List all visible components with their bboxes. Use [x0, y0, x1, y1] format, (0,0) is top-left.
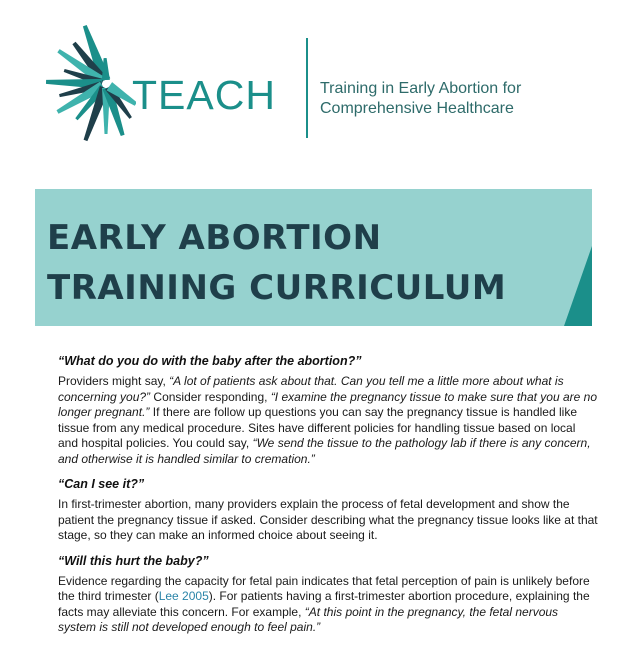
citation-link[interactable]: Lee 2005: [158, 589, 209, 603]
body-text: In first-trimester abortion, many providers explain the process of fetal development and show the patient the pregnancy tissue if asked. Consider describing what the pregnancy tissue looks like at that stage, so they can make an informed choice about seeing it.: [58, 497, 598, 542]
section-3: [58, 554, 598, 636]
tagline-line-1: Training in Early Abortion for: [320, 80, 522, 97]
title-line-1: EARLY ABORTION: [47, 218, 382, 258]
brand-tagline: [320, 79, 521, 119]
quote-text: “I examine the pregnancy tissue to make sure that you are no longer pregnant.”: [58, 389, 597, 419]
body-text: Providers might say,: [58, 374, 170, 388]
body-text: Consider responding,: [150, 389, 271, 404]
header-divider: [306, 38, 308, 138]
body-text: Evidence regarding the capacity for fetal pain indicates that fetal perception of pain is unlikely before the third trimester (: [58, 573, 590, 603]
tagline-line-2: Comprehensive Healthcare: [320, 100, 514, 117]
body-text: If there are follow up questions you can say the pregnancy tissue is handled like tissue from any medical procedure. Sites have different policies for handling tissue based on local and hospital policies. You could say,: [58, 405, 577, 450]
section-question: “Can I see it?”: [58, 477, 145, 491]
title-banner: [35, 189, 592, 326]
quote-text: “We send the tissue to the pathology lab if there is any concern, and otherwise it is handled similar to cremation.”: [58, 436, 591, 466]
quote-text: “At this point in the pregnancy, the fetal nervous system is still not developed enough to feel pain.”: [58, 604, 559, 634]
page-title: [47, 213, 506, 313]
section-body: [58, 574, 598, 636]
body-text: ). For patients having a first-trimester abortion procedure, explaining the facts may alleviate this concern. For example,: [58, 589, 590, 619]
section-question: “What do you do with the baby after the abortion?”: [58, 354, 362, 368]
header: [0, 0, 640, 170]
brand-name: TEACH: [132, 72, 276, 118]
quote-text: “A lot of patients ask about that. Can you tell me a little more about what is concerning you?”: [58, 374, 564, 404]
section-body: [58, 497, 598, 544]
banner-corner-accent: [564, 246, 592, 326]
title-line-2: TRAINING CURRICULUM: [47, 268, 507, 308]
section-body: [58, 374, 598, 467]
section-question: “Will this hurt the baby?”: [58, 553, 209, 568]
section-1: [58, 354, 598, 467]
content: [58, 354, 598, 646]
section-2: [58, 477, 598, 544]
starburst-logo-icon: [34, 14, 136, 152]
